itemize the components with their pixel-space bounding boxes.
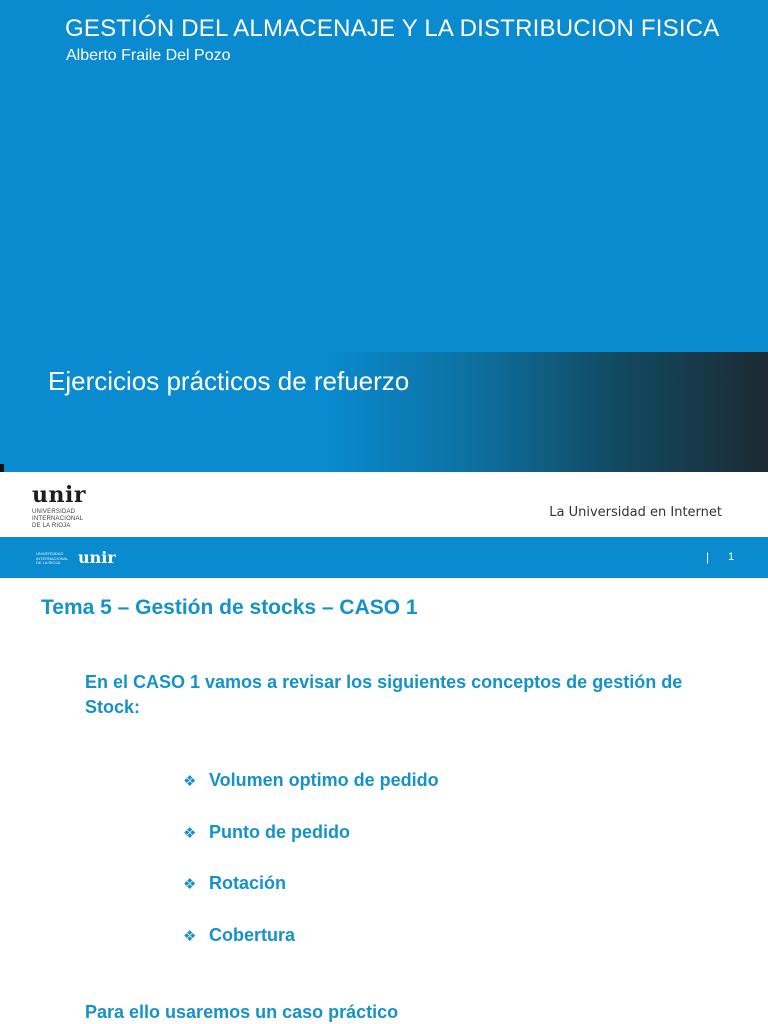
list-item-label: Cobertura bbox=[209, 924, 296, 945]
unir-logo-subtitle-line: INTERNACIONAL bbox=[32, 516, 84, 522]
header-bar bbox=[0, 537, 768, 578]
page-number: 1 bbox=[728, 551, 735, 563]
bar-logo-subtitle-line: INTERNACIONAL bbox=[36, 555, 69, 561]
bar-logo-subtitle-line: UNIVERSIDAD bbox=[36, 551, 64, 556]
unir-logo-subtitle-line: UNIVERSIDAD bbox=[32, 509, 76, 515]
list-item-label: Punto de pedido bbox=[209, 821, 350, 842]
bar-logo-subtitle bbox=[36, 552, 68, 566]
unir-logo-subtitle-line: DE LA RIOJA bbox=[32, 523, 71, 529]
list-item bbox=[183, 822, 439, 874]
diamond-bullet-icon: ❖ bbox=[183, 876, 197, 893]
list-item-label: Volumen optimo de pedido bbox=[209, 770, 439, 790]
course-title: GESTIÓN DEL ALMACENAJE Y LA DISTRIBUCION FISICA bbox=[65, 15, 720, 42]
presentation-title: Ejercicios prácticos de refuerzo bbox=[48, 366, 410, 396]
slide-heading: Tema 5 – Gestión de stocks – CASO 1 bbox=[41, 596, 418, 619]
unir-wordmark: unir bbox=[32, 482, 86, 508]
list-item-label: Rotación bbox=[209, 873, 287, 893]
unir-logo-subtitle bbox=[32, 509, 86, 530]
concept-list bbox=[183, 770, 439, 976]
list-item bbox=[183, 925, 439, 977]
diamond-bullet-icon: ❖ bbox=[183, 824, 197, 842]
list-item bbox=[183, 770, 439, 822]
slide-edge bbox=[0, 464, 4, 472]
content-slide bbox=[0, 472, 768, 1024]
bar-unir-wordmark: unir bbox=[78, 548, 116, 567]
list-item bbox=[183, 873, 439, 925]
author-name: Alberto Fraile Del Pozo bbox=[66, 47, 231, 64]
bar-logo-subtitle-line: DE LA RIOJA bbox=[36, 560, 61, 565]
closing-text: Para ello usaremos un caso práctico bbox=[85, 1002, 399, 1022]
tagline: La Universidad en Internet bbox=[549, 505, 722, 520]
title-slide bbox=[0, 0, 768, 472]
page-separator: | bbox=[706, 550, 710, 564]
intro-text: En el CASO 1 vamos a revisar los siguientes conceptos de gestión de Stock: bbox=[85, 672, 683, 717]
diamond-bullet-icon: ❖ bbox=[183, 927, 197, 945]
unir-logo bbox=[32, 484, 86, 530]
diamond-bullet-icon: ❖ bbox=[183, 773, 197, 790]
